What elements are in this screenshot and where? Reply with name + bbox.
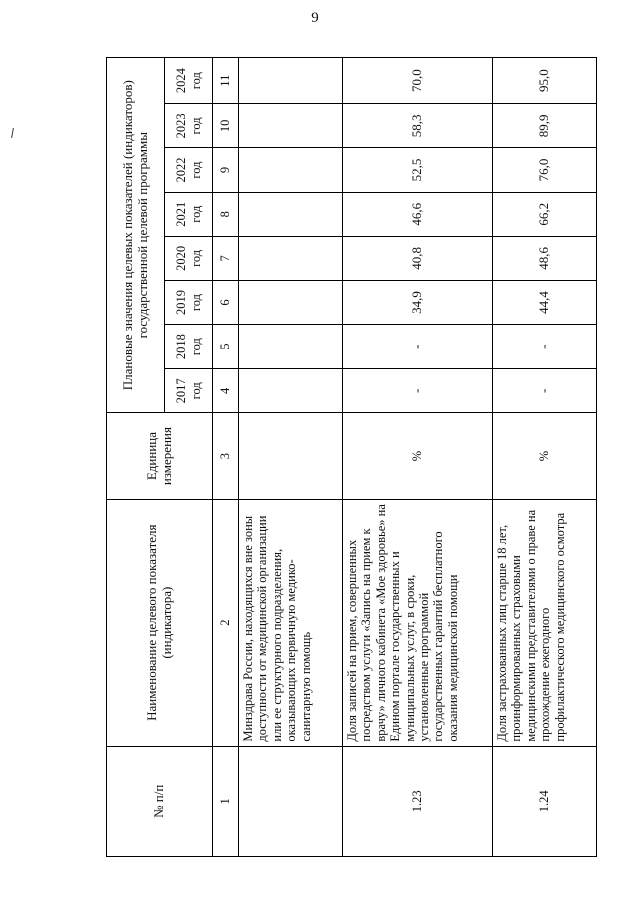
row-value: 48,6 — [493, 236, 597, 280]
row-value: 34,9 — [343, 280, 493, 324]
header-year: 2019 год — [165, 280, 213, 324]
column-number: 4 — [213, 369, 239, 413]
column-number: 1 — [213, 746, 239, 856]
table-row — [493, 58, 597, 857]
column-number: 11 — [213, 58, 239, 104]
row-value: 44,4 — [493, 280, 597, 324]
row-value: 70,0 — [343, 58, 493, 104]
column-number: 6 — [213, 280, 239, 324]
row-value: 52,5 — [343, 148, 493, 192]
row-value — [239, 104, 343, 148]
page-number: 9 — [311, 10, 319, 26]
header-year: 2018 год — [165, 325, 213, 369]
header-num: № п/п — [107, 746, 213, 856]
row-value: 40,8 — [343, 236, 493, 280]
row-value: - — [493, 369, 597, 413]
header-unit: Единица измерения — [107, 413, 213, 499]
column-number: 8 — [213, 192, 239, 236]
header-year: 2017 год — [165, 369, 213, 413]
row-value: - — [493, 325, 597, 369]
column-number: 9 — [213, 148, 239, 192]
column-number: 5 — [213, 325, 239, 369]
row-value: 95,0 — [493, 58, 597, 104]
row-indicator-name: Минздрава России, находящихся вне зоны доступности от медицинской организации или ее структурного подразделения, оказывающих первичную медико-санитарную помощь — [239, 499, 343, 746]
row-value — [239, 58, 343, 104]
column-number: 3 — [213, 413, 239, 499]
row-value: 58,3 — [343, 104, 493, 148]
row-value: 89,9 — [493, 104, 597, 148]
row-value: - — [343, 369, 493, 413]
row-value: 46,6 — [343, 192, 493, 236]
row-value: - — [343, 325, 493, 369]
row-unit: % — [343, 413, 493, 499]
row-value — [239, 236, 343, 280]
column-number: 2 — [213, 499, 239, 746]
row-value: 76,0 — [493, 148, 597, 192]
row-num: 1.24 — [493, 746, 597, 856]
header-year: 2022 год — [165, 148, 213, 192]
row-value — [239, 325, 343, 369]
row-unit — [239, 413, 343, 499]
indicators-table — [106, 57, 597, 857]
header-name: Наименование целевого показателя (индикатора) — [107, 499, 213, 746]
row-num — [239, 746, 343, 856]
row-indicator-name: Доля застрахованных лиц старше 18 лет, проинформированных страховыми медицинскими представителями о праве на прохождение ежегодного профилактического медицинского осмотра — [493, 499, 597, 746]
row-value — [239, 369, 343, 413]
column-number: 7 — [213, 236, 239, 280]
row-unit: % — [493, 413, 597, 499]
row-indicator-name: Доля записей на прием, совершенных посредством услуги «Запись на прием к врачу» личного кабинета «Мое здоровье» на Едином портале государственных и муниципальных услуг, в сроки, установленные программой государственных гарантий бесплатного оказания медицинской помощи — [343, 499, 493, 746]
row-value: 66,2 — [493, 192, 597, 236]
header-year: 2020 год — [165, 236, 213, 280]
header-year: 2021 год — [165, 192, 213, 236]
column-numbers-row — [213, 58, 239, 857]
row-value — [239, 148, 343, 192]
row-num: 1.23 — [343, 746, 493, 856]
header-year: 2024 год — [165, 58, 213, 104]
row-value — [239, 280, 343, 324]
scan-mark — [11, 128, 14, 138]
table-row — [343, 58, 493, 857]
row-value — [239, 192, 343, 236]
header-plan: Плановые значения целевых показателей (индикаторов) государственной целевой программы — [107, 58, 165, 413]
header-year: 2023 год — [165, 104, 213, 148]
table-row — [239, 58, 343, 857]
rotated-table-container — [106, 57, 596, 857]
column-number: 10 — [213, 104, 239, 148]
